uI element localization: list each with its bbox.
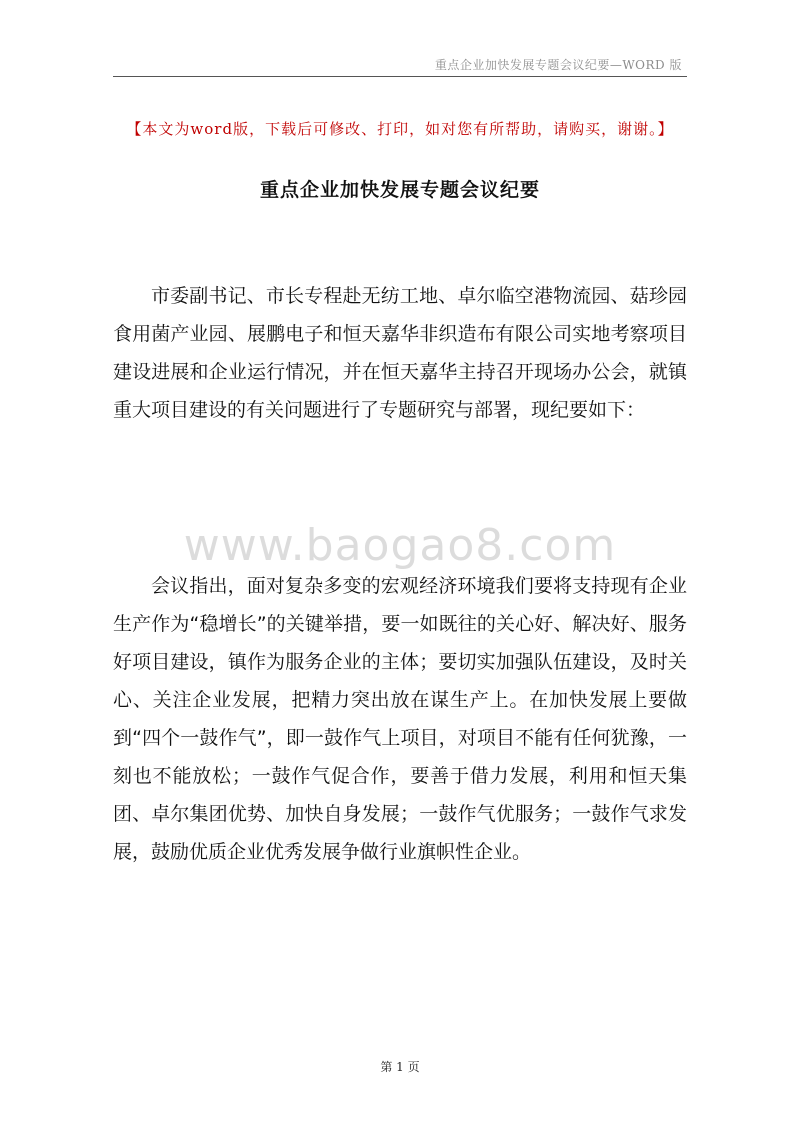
paragraph-1: 市委副书记、市长专程赴无纺工地、卓尔临空港物流园、菇珍园食用菌产业园、展鹏电子和恒天嘉华非织造布有限公司实地考察项目建设进展和企业运行情况，并在恒天嘉华主持召开现场办公会，就镇重大项目建设的有关问题进行了专题研究与部署，现纪要如下： [113,285,687,421]
page-number: 第 1 页 [380,1060,420,1074]
running-header: 重点企业加快发展专题会议纪要—WORD 版 [434,58,682,72]
watermark: www.baogao8.com [183,520,617,571]
document-title: 重点企业加快发展专题会议纪要 [259,179,540,201]
paragraph-2: 会议指出，面对复杂多变的宏观经济环境我们要将支持现有企业生产作为“稳增长”的关键举措，要一如既往的关心好、解决好、服务好项目建设，镇作为服务企业的主体；要切实加强队伍建设，及时关心、关注企业发展，把精力突出放在谋生产上。在加快发展上要做到“四个一鼓作气”，即一鼓作气上项目，对项目不能有任何犹豫，一刻也不能放松；一鼓作气促合作，要善于借力发展，利用和恒天集团、卓尔集团优势、加快自身发展；一鼓作气优服务；一鼓作气求发展，鼓励优质企业优秀发展争做行业旗帜性企业。 [113,575,687,863]
header-divider [113,76,687,77]
download-notice: 【本文为word版，下载后可修改、打印，如对您有所帮助，请购买，谢谢。】 [126,120,674,138]
